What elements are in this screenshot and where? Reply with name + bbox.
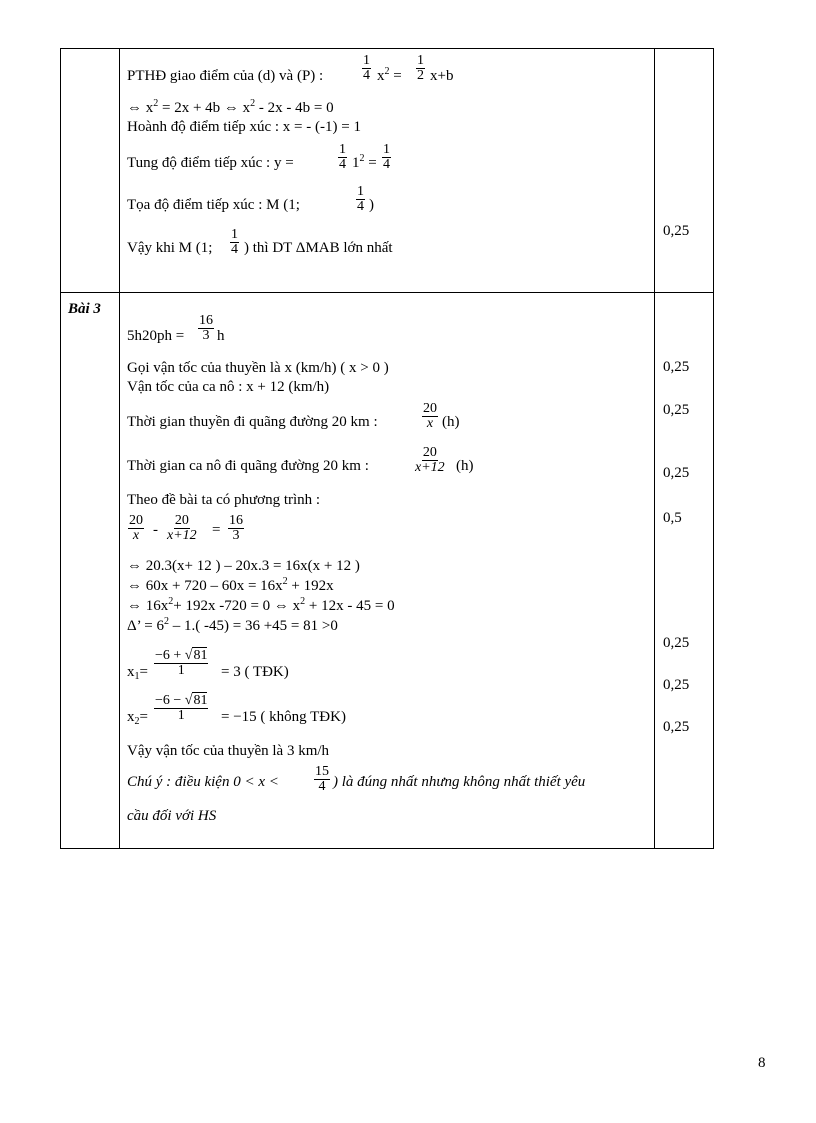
fraction: 1 2 [417,53,424,83]
page-number: 8 [758,1055,766,1071]
column-divider-score [654,48,655,849]
fraction: 1 4 [231,227,238,257]
score: 0,25 [663,635,690,651]
math-text: h [217,328,225,344]
score: 0,25 [663,677,690,693]
fraction: 20 x [129,513,143,543]
fraction: 20 x+12 [415,445,445,475]
line-boat-time: Thời gian thuyền đi quãng đường 20 km : [127,414,378,430]
line-root-2: $x_2=$ [127,709,148,727]
fraction: −6 − √81 1 [155,693,208,723]
math-text: = [212,522,221,538]
fraction: 16 3 [229,513,243,543]
line-canoe-speed: Vận tốc của ca nô : x + 12 (km/h) [127,379,330,395]
score: 0,25 [663,719,690,735]
table-border-bottom [60,848,714,849]
line-tung-do: Tung độ điểm tiếp xúc : y = [127,155,294,171]
math-text: ) là đúng nhất nhưng không nhất thiết yêu [333,774,586,790]
score: 0,25 [663,223,690,239]
line-root-1: $x_1=$ [127,664,148,682]
fraction: 1 4 [383,142,390,172]
fraction: 1 4 [357,184,364,214]
score: 0,25 [663,465,690,481]
table-border-top [60,48,714,49]
math-text: = −15 ( không TĐK) [221,709,346,725]
math-text: (h) [456,458,474,474]
table-border-right [713,48,714,849]
line-equation-intro: Theo đề bài ta có phương trình : [127,492,321,508]
math-text: x+b [430,68,454,84]
problem-label: Bài 3 [68,301,101,317]
score: 0,25 [663,359,690,375]
line-conclusion: Vậy khi M (1; [127,240,213,256]
line-step-3: ⇔ $16x^2+ 192x$ -720 = 0 ⇔ $x^2 + 12x - 45 = 0$ [127,596,395,614]
math-text: - [153,522,158,538]
line-toa-do: Tọa độ điểm tiếp xúc : M (1; [127,197,300,213]
math-text: ) thì DT ΔMAB lớn nhất [244,240,393,256]
row-divider [60,292,714,293]
line-equivalence: ⇔ $x^2 = 2x + 4b$ ⇔ $x^2 - 2x - 4b = 0$ [127,98,334,116]
line-note-cont: cầu đối với HS [127,808,217,824]
math-text: (h) [442,414,460,430]
line-time-convert: 5h20ph = [127,328,185,344]
fraction: 1 4 [339,142,346,172]
math-text: $x^2$ = [377,66,402,84]
line-variable: Gọi vận tốc của thuyền là x (km/h) ( x > 0 ) [127,360,389,376]
column-divider-label [119,48,120,849]
fraction: 15 4 [315,764,329,794]
line-step-2: ⇔ $60x + 720 - 60x = 16x^2 + 192x$ [127,576,334,594]
fraction: 20 x+12 [167,513,197,543]
fraction: 1 4 [363,53,370,83]
score: 0,25 [663,402,690,418]
line-canoe-time: Thời gian ca nô đi quãng đường 20 km : [127,458,369,474]
fraction: 16 3 [199,313,213,343]
line-step-1: ⇔ 20.3(x+ 12 ) – 20x.3 = 16x(x + 12 ) [127,558,360,574]
line-answer: Vậy vận tốc của thuyền là 3 km/h [127,743,330,759]
math-text: ) [369,197,374,213]
math-text: $1^2$ = [352,153,377,171]
line-discriminant: Δ’ = $6^2 - 1$.( -45) = 36 +45 = 81 >0 [127,616,338,634]
fraction: 20 x [423,401,437,431]
answer-table [60,48,714,849]
line-note: Chú ý : điều kiện 0 < x < [127,774,279,790]
math-text: = 3 ( TĐK) [221,664,289,680]
score: 0,5 [663,510,682,526]
line-pthd: PTHĐ giao điểm của (d) và (P) : [127,68,324,84]
table-border-left [60,48,61,849]
fraction: −6 + √81 1 [155,648,208,678]
line-hoanh-do: Hoành độ điểm tiếp xúc : x = - (-1) = 1 [127,119,361,135]
